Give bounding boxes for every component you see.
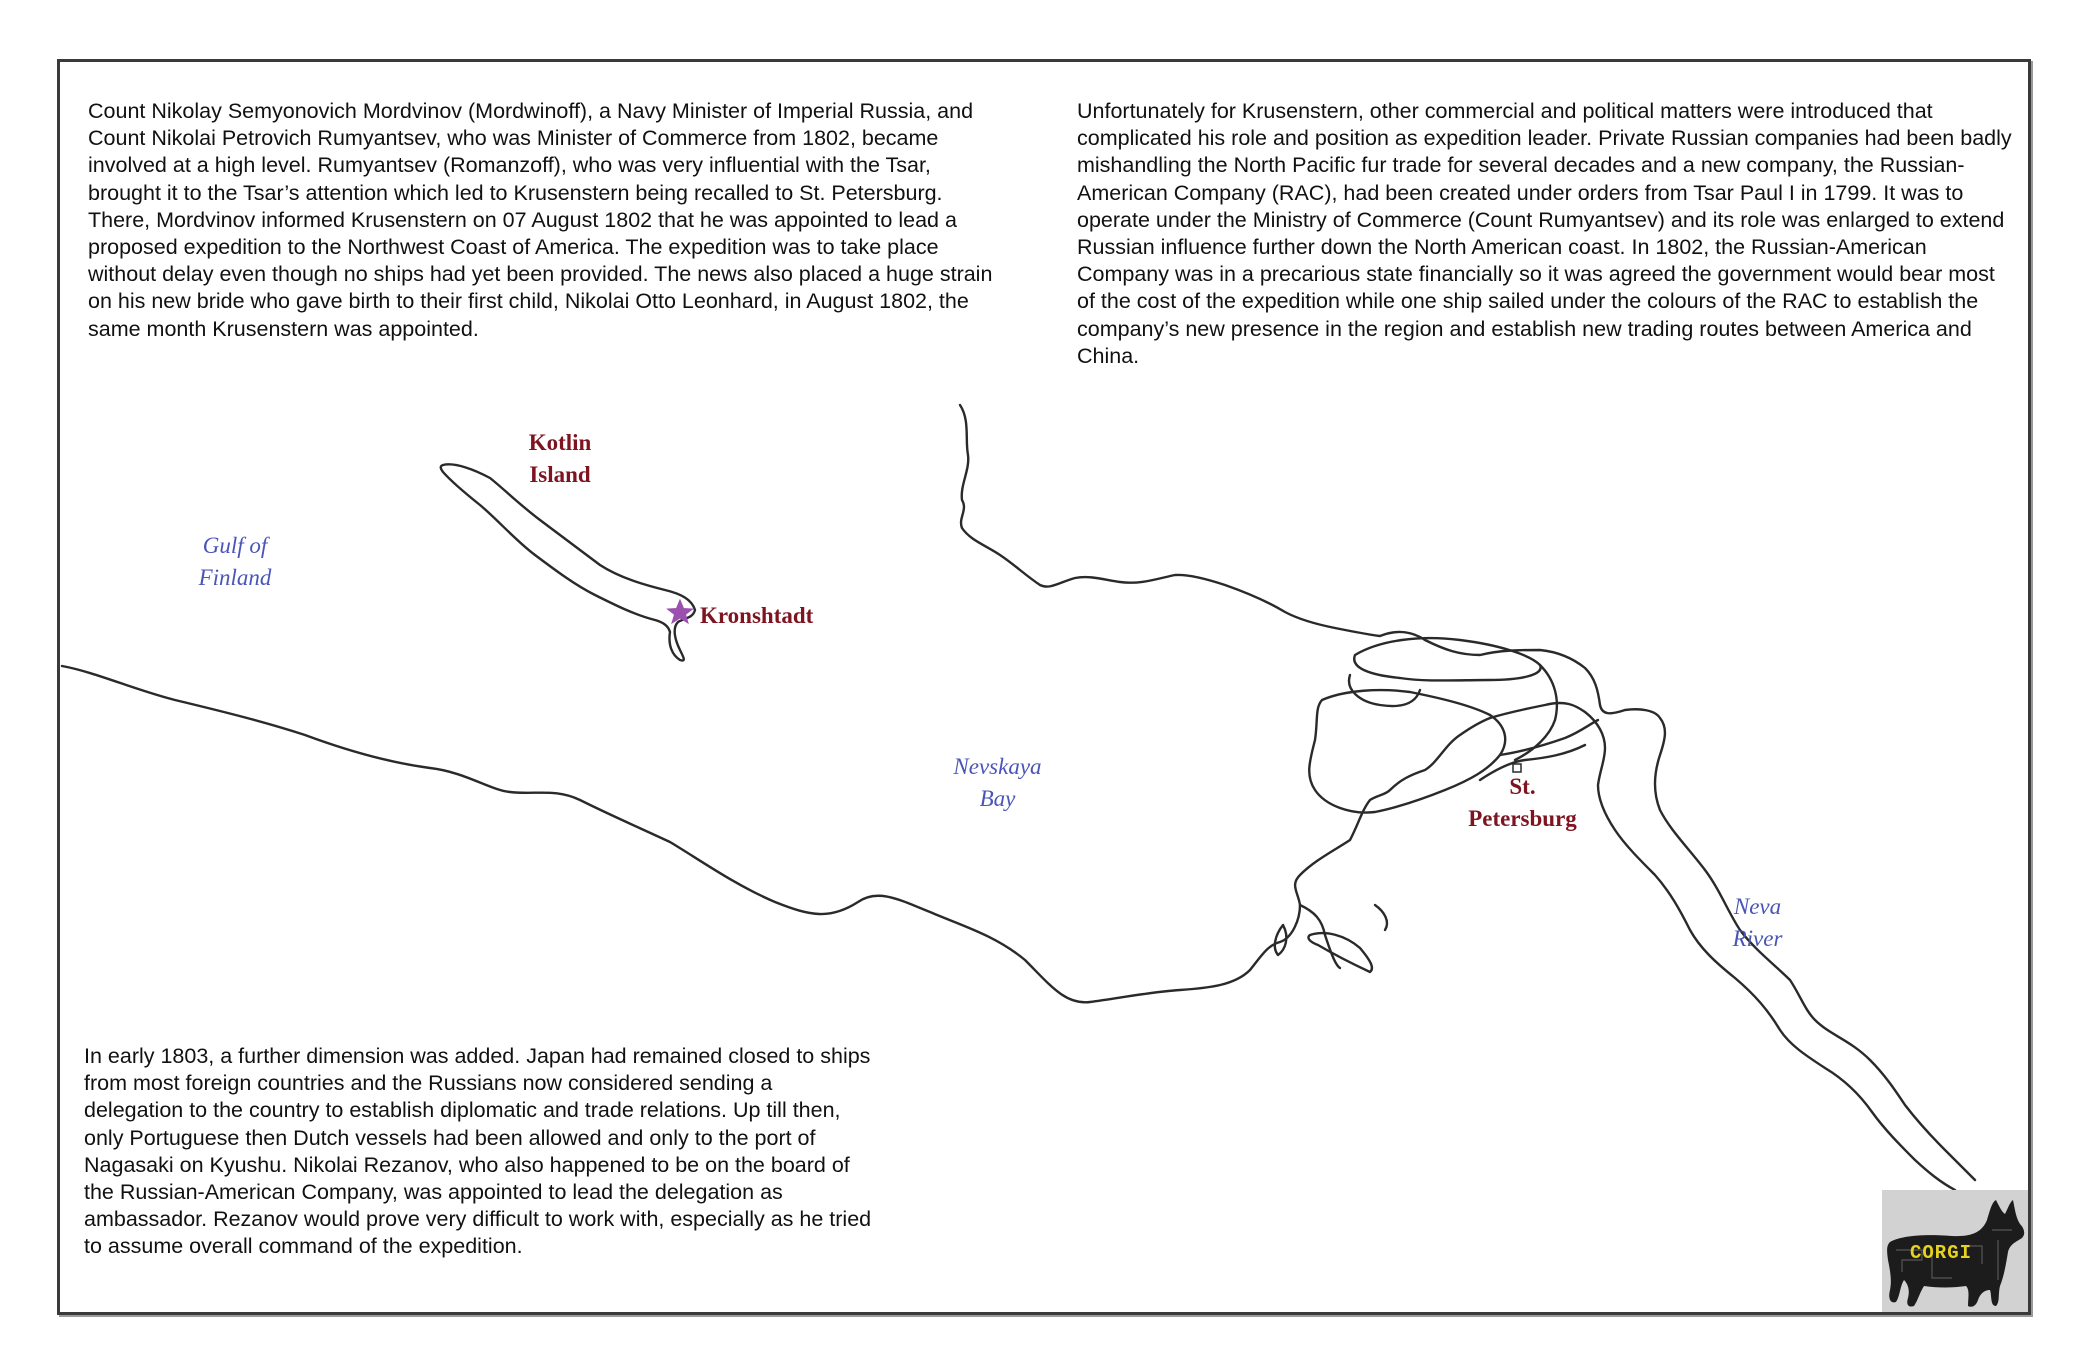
corgi-logo [1882, 1190, 2028, 1312]
delta-island-1 [1354, 638, 1540, 680]
small-island-2 [1308, 933, 1372, 972]
label-kotlin-island: Kotlin Island [528, 430, 592, 487]
label-gulf-of-finland: Gulf of Finland [198, 533, 272, 590]
inlet-coast [1300, 905, 1340, 968]
paragraph-mordvinov: Count Nikolay Semyonovich Mordvinov (Mordwinoff), a Navy Minister of Imperial Russia, and Count Nikolai Petrovich Rumyantsev, who was Minister of Commerce from 1802, became involved at a high level. Rumyantsev (Romanzoff), who was very influential with the Tsar, brought it to the Tsar’s attention which led to Krusenstern being recalled to St. Petersburg. There, Mordvinov informed Krusenstern on 07 August 1802 that he was appointed to lead a proposed expedition to the Northwest Coast of America. The expedition was to take place without delay even though no ships had yet been provided. The news also placed a huge strain on his new bride who gave birth to their first child, Nikolai Otto Leonhard, in August 1802, the same month Krusenstern was appointed. [88, 99, 993, 341]
label-nevskaya-bay: Nevskaya Bay [953, 754, 1042, 811]
small-island-3 [1375, 905, 1387, 930]
kotlin-island-shape [441, 464, 695, 660]
label-kronshtadt: Kronshtadt [700, 603, 814, 628]
delta-channel [1500, 720, 1598, 755]
label-st-petersburg: St. Petersburg [1468, 774, 1577, 831]
delta-island-4 [1515, 665, 1557, 760]
star-icon [668, 600, 693, 623]
paragraph-japan: In early 1803, a further dimension was added. Japan had remained closed to ships from most foreign countries and the Russians now considered sending a delegation to the country to establish diplomatic and trade relations. Up till then, only Portuguese then Dutch vessels had been allowed and only to the port of Nagasaki on Kyushu. Nikolai Rezanov, who also happened to be on the board of the Russian-American Company, was appointed to lead the delegation as ambassador. Rezanov would prove very difficult to work with, especially as he tried to assume overall command of the expedition. [84, 1044, 872, 1259]
logo-text: CORGI [1910, 1242, 1973, 1264]
paragraph-rac: Unfortunately for Krusenstern, other commercial and political matters were introduced that complicated his role and position as expedition leader. Private Russian companies had been badly mishandling the North Pacific fur trade for several decades and a new company, the Russian-American Company (RAC), had been created under orders from Tsar Paul I in 1799. It was to operate under the Ministry of Commerce (Count Rumyantsev) and its role was enlarged to extend Russian influence further down the North American coast. In 1802, the Russian-American Company was in a precarious state financially so it was agreed the government would bear most of the cost of the expedition while one ship sailed under the colours of the RAC to establish the company’s new presence in the region and establish new trading routes between America and China. [1077, 99, 2012, 368]
label-neva-river: Neva River [1732, 894, 1783, 951]
